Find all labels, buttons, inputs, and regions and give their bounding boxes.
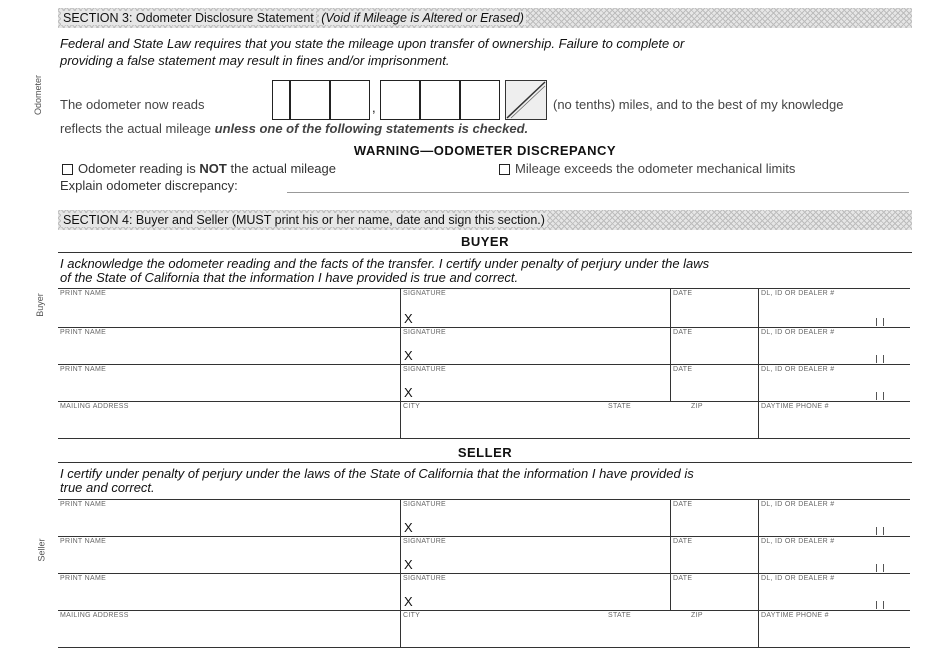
buyer-title-rule bbox=[58, 252, 912, 253]
seller-row-divider-2 bbox=[58, 573, 910, 574]
not-actual-mileage-checkbox[interactable] bbox=[62, 164, 73, 175]
buyer-city-label: CITY bbox=[403, 403, 421, 410]
section3-header-title: SECTION 3: Odometer Disclosure Statement bbox=[63, 11, 314, 25]
odometer-digit-box-1[interactable] bbox=[272, 80, 290, 120]
no-tenths-slash-icon bbox=[505, 80, 547, 120]
seller1-dl-stub bbox=[876, 527, 884, 535]
buyer2-print-name-label: PRINT NAME bbox=[60, 329, 107, 336]
buyer2-signature-x: X bbox=[404, 348, 413, 363]
option1-text-post: the actual mileage bbox=[230, 161, 336, 176]
seller2-date-label: DATE bbox=[673, 538, 693, 545]
odometer-digit-box-3[interactable] bbox=[330, 80, 370, 120]
odometer-comma: , bbox=[372, 100, 376, 115]
buyer-row-divider-3 bbox=[58, 401, 910, 402]
buyer-row-divider-2 bbox=[58, 364, 910, 365]
buyer2-date-label: DATE bbox=[673, 329, 693, 336]
seller3-dl-stub bbox=[876, 601, 884, 609]
odometer-digit-box-2[interactable] bbox=[290, 80, 330, 120]
explain-input-line[interactable] bbox=[287, 192, 909, 193]
reflects-italic-text: unless one of the following statements is checked. bbox=[214, 121, 529, 136]
seller2-dl-label: DL, ID OR DEALER # bbox=[761, 538, 835, 545]
seller2-signature-label: SIGNATURE bbox=[403, 538, 447, 545]
seller-col-line-1 bbox=[400, 499, 401, 647]
seller3-signature-x: X bbox=[404, 594, 413, 609]
section4-header-title: SECTION 4: Buyer and Seller (MUST print his or her name, date and sign this section.) bbox=[63, 213, 545, 227]
buyer3-print-name-label: PRINT NAME bbox=[60, 366, 107, 373]
buyer-grid-bottom bbox=[58, 438, 910, 439]
buyer-side-label: Buyer bbox=[34, 293, 45, 317]
exceeds-limits-checkbox[interactable] bbox=[499, 164, 510, 175]
seller-col-line-3 bbox=[758, 499, 759, 647]
buyer2-dl-label: DL, ID OR DEALER # bbox=[761, 329, 835, 336]
buyer1-signature-x: X bbox=[404, 311, 413, 326]
option1-text-pre: Odometer reading is bbox=[78, 161, 196, 176]
seller1-signature-x: X bbox=[404, 520, 413, 535]
section3-header-note: (Void if Mileage is Altered or Erased) bbox=[321, 11, 524, 25]
law-text-line2: providing a false statement may result in fines and/or imprisonment. bbox=[60, 53, 450, 68]
odometer-side-label: Odometer bbox=[33, 74, 44, 116]
law-text-line1: Federal and State Law requires that you state the mileage upon transfer of ownership. Failure to complete or bbox=[60, 36, 685, 51]
warning-title: WARNING—ODOMETER DISCREPANCY bbox=[353, 143, 617, 158]
seller-row-divider-1 bbox=[58, 536, 910, 537]
seller1-signature-label: SIGNATURE bbox=[403, 501, 447, 508]
buyer-col-line-2 bbox=[670, 288, 671, 401]
seller2-dl-stub bbox=[876, 564, 884, 572]
seller-zip-label: ZIP bbox=[691, 612, 703, 619]
seller-row-divider-3 bbox=[58, 610, 910, 611]
buyer1-dl-stub bbox=[876, 318, 884, 326]
section3-header bbox=[58, 8, 912, 28]
odometer-prefix: The odometer now reads bbox=[60, 97, 205, 112]
seller-cert-line2: true and correct. bbox=[60, 480, 155, 495]
seller-cert-line1: I certify under penalty of perjury under the laws of the State of California that the information I have provided is bbox=[60, 466, 694, 481]
odometer-digit-box-4[interactable] bbox=[380, 80, 420, 120]
seller3-print-name-label: PRINT NAME bbox=[60, 575, 107, 582]
buyer3-signature-x: X bbox=[404, 385, 413, 400]
option2-text: Mileage exceeds the odometer mechanical limits bbox=[515, 161, 796, 176]
seller-grid-top bbox=[58, 499, 910, 500]
explain-label: Explain odometer discrepancy: bbox=[60, 178, 238, 193]
odometer-suffix: (no tenths) miles, and to the best of my knowledge bbox=[553, 97, 844, 112]
buyer-mailing-address-label: MAILING ADDRESS bbox=[60, 403, 129, 410]
odometer-digit-box-5[interactable] bbox=[420, 80, 460, 120]
seller-col-line-2 bbox=[670, 499, 671, 610]
seller-title-rule bbox=[58, 462, 912, 463]
buyer1-signature-label: SIGNATURE bbox=[403, 290, 447, 297]
buyer3-dl-label: DL, ID OR DEALER # bbox=[761, 366, 835, 373]
seller-side-label: Seller bbox=[36, 538, 47, 562]
seller3-dl-label: DL, ID OR DEALER # bbox=[761, 575, 835, 582]
seller-state-label: STATE bbox=[608, 612, 632, 619]
buyer-title: BUYER bbox=[460, 234, 509, 249]
buyer2-signature-label: SIGNATURE bbox=[403, 329, 447, 336]
buyer-col-line-3 bbox=[758, 288, 759, 438]
seller-mailing-address-label: MAILING ADDRESS bbox=[60, 612, 129, 619]
section4-header bbox=[58, 210, 912, 230]
buyer2-dl-stub bbox=[876, 355, 884, 363]
reflects-text: reflects the actual mileage bbox=[60, 121, 212, 136]
seller1-dl-label: DL, ID OR DEALER # bbox=[761, 501, 835, 508]
option1-text-bold: NOT bbox=[199, 161, 227, 176]
buyer-grid-top bbox=[58, 288, 910, 289]
buyer3-dl-stub bbox=[876, 392, 884, 400]
buyer-phone-label: DAYTIME PHONE # bbox=[761, 403, 829, 410]
buyer3-signature-label: SIGNATURE bbox=[403, 366, 447, 373]
seller-title: SELLER bbox=[457, 445, 513, 460]
odometer-digit-box-6[interactable] bbox=[460, 80, 500, 120]
seller1-print-name-label: PRINT NAME bbox=[60, 501, 107, 508]
seller-grid-bottom bbox=[58, 647, 910, 648]
buyer-col-line-1 bbox=[400, 288, 401, 438]
buyer1-date-label: DATE bbox=[673, 290, 693, 297]
buyer-state-label: STATE bbox=[608, 403, 632, 410]
buyer-zip-label: ZIP bbox=[691, 403, 703, 410]
seller-city-label: CITY bbox=[403, 612, 421, 619]
buyer1-dl-label: DL, ID OR DEALER # bbox=[761, 290, 835, 297]
seller2-signature-x: X bbox=[404, 557, 413, 572]
seller3-signature-label: SIGNATURE bbox=[403, 575, 447, 582]
buyer-cert-line2: of the State of California that the information I have provided is true and correct. bbox=[60, 270, 519, 285]
buyer-cert-line1: I acknowledge the odometer reading and the facts of the transfer. I certify under penalty of perjury under the laws bbox=[60, 256, 710, 271]
seller2-print-name-label: PRINT NAME bbox=[60, 538, 107, 545]
buyer-row-divider-1 bbox=[58, 327, 910, 328]
seller3-date-label: DATE bbox=[673, 575, 693, 582]
seller1-date-label: DATE bbox=[673, 501, 693, 508]
buyer3-date-label: DATE bbox=[673, 366, 693, 373]
seller-phone-label: DAYTIME PHONE # bbox=[761, 612, 829, 619]
buyer1-print-name-label: PRINT NAME bbox=[60, 290, 107, 297]
